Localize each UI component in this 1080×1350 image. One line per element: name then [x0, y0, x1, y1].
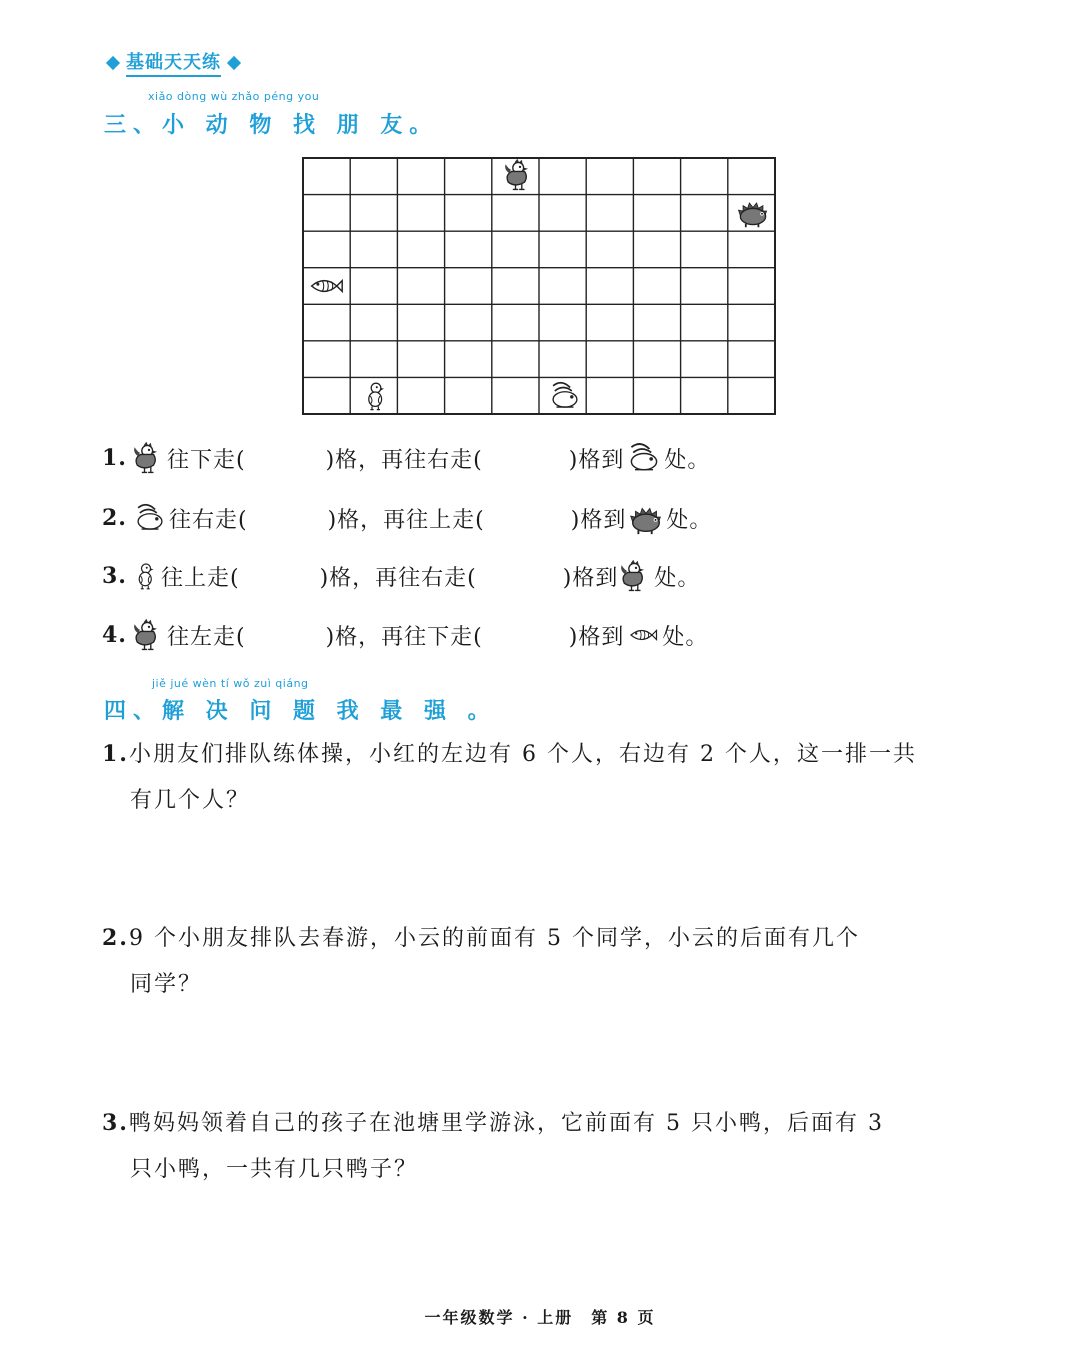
question-number: 4.	[102, 622, 127, 648]
section3-title: 三、小 动 物 找 朋 友。	[104, 113, 439, 138]
fish-icon	[624, 620, 662, 650]
problem-3	[102, 1100, 1002, 1193]
bird-icon	[131, 557, 161, 595]
page-footer: 一年级数学 · 上册 第 8 页	[424, 1308, 656, 1327]
question-2	[102, 499, 712, 537]
section4-pinyin: jiě jué wèn tí wǒ zuì qiáng	[152, 677, 309, 690]
rooster-icon	[618, 558, 654, 594]
question-text: )格，再往右走(	[325, 447, 483, 473]
section3-pinyin: xiǎo dòng wù zhǎo péng you	[148, 90, 320, 103]
question-text: 往上走(	[160, 565, 240, 591]
rabbit-icon	[624, 440, 664, 476]
question-1	[102, 440, 710, 476]
problem-1	[102, 731, 1002, 824]
question-text: )格到	[562, 565, 619, 591]
question-text: 往下走(	[166, 447, 246, 473]
rooster-icon	[131, 440, 167, 476]
question-text: )格，再往下走(	[325, 624, 483, 650]
problem-text: 鸭妈妈领着自己的孩子在池塘里学游泳，它前面有 5 只小鸭，后面有 3	[128, 1111, 884, 1136]
problem-text-cont: 同学？	[130, 972, 203, 997]
question-4	[102, 617, 708, 653]
diamond-left-icon	[106, 55, 120, 69]
grid-svg	[302, 157, 776, 415]
problem-text: 9 个小朋友排队去春游，小云的前面有 5 个同学，小云的后面有几个	[128, 926, 860, 951]
question-text: )格，再往右走(	[319, 565, 477, 591]
section4-title: 四、解 决 问 题 我 最 强 。	[104, 699, 497, 724]
diamond-right-icon	[227, 55, 241, 69]
question-number: 2.	[102, 505, 127, 531]
question-number: 3.	[102, 563, 127, 589]
problem-text-cont: 有几个人？	[130, 788, 251, 813]
question-text: 处。	[664, 447, 711, 473]
question-text: )格到	[568, 624, 625, 650]
hedgehog-icon	[626, 499, 666, 537]
problem-text: 小朋友们排队练体操，小红的左边有 6 个人，右边有 2 个人，这一排一共	[128, 742, 917, 767]
question-text: 往右走(	[168, 507, 248, 533]
question-text: )格到	[568, 447, 625, 473]
problem-number: 3.	[102, 1110, 129, 1136]
question-text: 往左走(	[166, 624, 246, 650]
question-text: )格，再往上走(	[327, 507, 485, 533]
question-3	[102, 557, 700, 595]
question-text: 处。	[662, 624, 709, 650]
question-text: 处。	[666, 507, 713, 533]
question-text: )格到	[570, 507, 627, 533]
rooster-icon	[131, 617, 167, 653]
problem-number: 1.	[102, 741, 129, 767]
question-text: 处。	[654, 565, 701, 591]
banner-title: 基础天天练	[126, 48, 221, 77]
problem-number: 2.	[102, 925, 129, 951]
animal-grid	[302, 157, 776, 415]
question-number: 1.	[102, 445, 127, 471]
problem-text-cont: 只小鸭，一共有几只鸭子？	[130, 1157, 419, 1182]
section-banner	[104, 48, 243, 77]
rabbit-icon	[131, 501, 169, 535]
problem-2	[102, 915, 1002, 1008]
